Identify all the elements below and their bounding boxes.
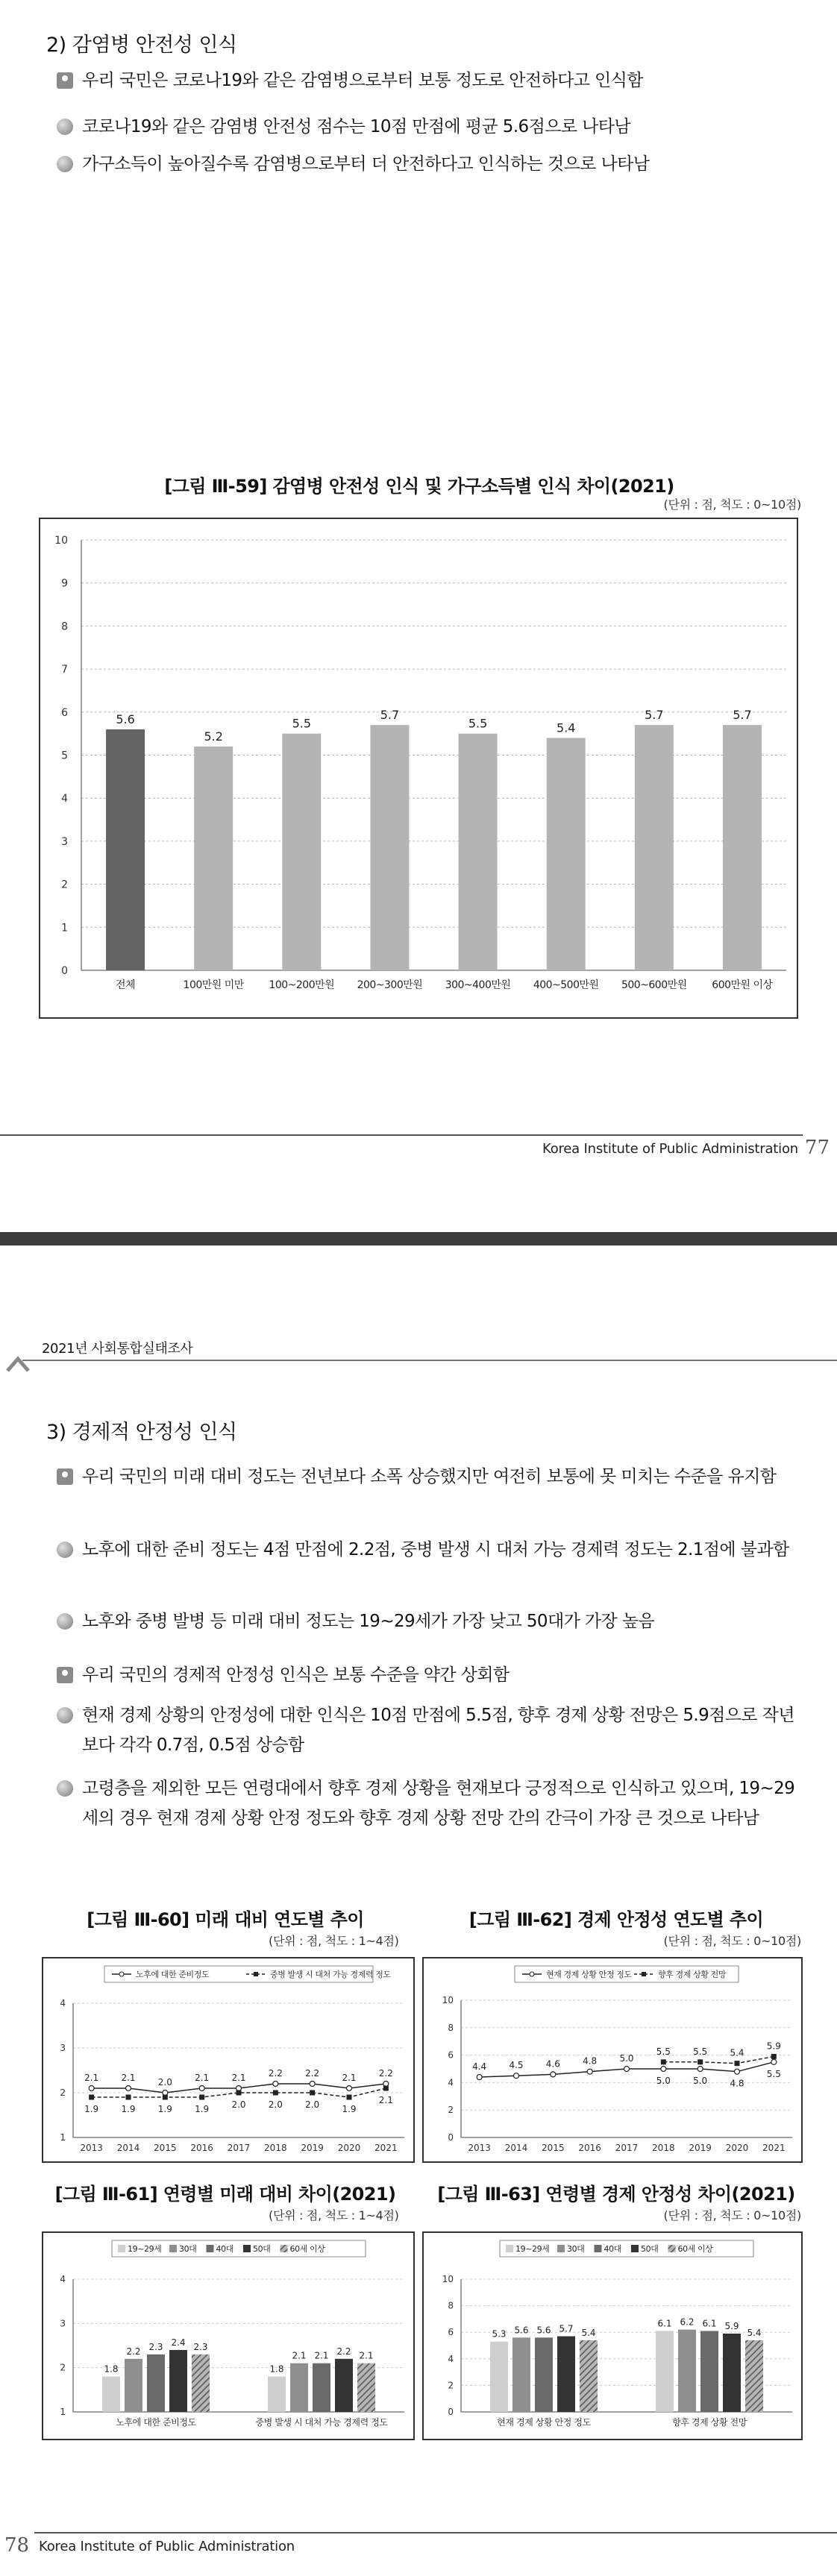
- x-tick-label: 2015: [154, 2143, 177, 2153]
- data-label: 5.9: [766, 2041, 781, 2052]
- data-label: 5.0: [619, 2053, 634, 2064]
- x-tick-label: 2016: [578, 2143, 601, 2153]
- y-tick-label: 4: [60, 2274, 66, 2284]
- legend-swatch: [557, 2245, 565, 2252]
- y-tick-label: 0: [448, 2132, 454, 2143]
- bar: [125, 2359, 142, 2412]
- y-tick-label: 3: [61, 835, 68, 848]
- x-tick-label: 2019: [301, 2143, 324, 2153]
- legend-swatch: [280, 2245, 288, 2252]
- legend-swatch: [631, 2245, 639, 2252]
- data-label: 5.7: [559, 2323, 574, 2334]
- bullet-dot-icon: [57, 1613, 73, 1630]
- legend-label: 30대: [567, 2244, 585, 2254]
- data-label: 2.4: [171, 2337, 186, 2348]
- data-label: 2.3: [193, 2341, 208, 2352]
- data-label: 5.4: [556, 720, 576, 735]
- bar: [745, 2340, 763, 2412]
- series-point: [89, 2095, 94, 2100]
- y-tick-label: 5: [61, 750, 68, 762]
- y-tick-label: 1: [60, 2407, 66, 2417]
- data-label: 5.4: [581, 2327, 596, 2338]
- chart-59: [40, 519, 797, 1017]
- data-label: 5.5: [693, 2046, 708, 2057]
- y-tick-label: 1: [60, 2132, 66, 2143]
- bullet-text: 우리 국민의 미래 대비 정도는 전년보다 소폭 상승했지만 여전히 보통에 못 미치는 수준을 유지함: [82, 1467, 777, 1486]
- section-title-economy: 3) 경제적 안정성 인식: [46, 1421, 237, 1444]
- bar: [169, 2350, 187, 2412]
- y-tick-label: 10: [54, 535, 68, 547]
- series-point: [163, 2090, 168, 2096]
- bar: [268, 2377, 286, 2412]
- legend-marker: [530, 1972, 534, 1976]
- x-tick-label: 향후 경제 상황 전망: [672, 2417, 747, 2428]
- series-point: [347, 2086, 352, 2091]
- data-label: 5.3: [492, 2328, 507, 2340]
- data-label: 5.5: [656, 2046, 671, 2057]
- bar: [700, 2331, 718, 2412]
- bullet-item: [57, 1535, 810, 1565]
- bullet-item: [57, 66, 810, 95]
- data-label: 1.9: [121, 2104, 136, 2114]
- data-label: 2.1: [359, 2350, 374, 2361]
- legend-label: 19~29세: [515, 2244, 550, 2254]
- series-point: [735, 2061, 740, 2066]
- bullet-dot-icon: [57, 1707, 73, 1724]
- series-point: [383, 2082, 389, 2087]
- page-number-77: 77: [804, 1137, 830, 1159]
- data-label: 4.4: [472, 2061, 487, 2073]
- y-tick-label: 3: [60, 2318, 66, 2329]
- legend-label: 40대: [604, 2244, 621, 2254]
- x-tick-label: 2013: [468, 2143, 491, 2153]
- bar: [678, 2330, 696, 2412]
- x-tick-label: 2013: [80, 2143, 103, 2153]
- header-survey-title: 2021년 사회통합실태조사: [42, 1341, 193, 1357]
- data-label: 2.0: [231, 2099, 246, 2110]
- bullet-item: [57, 1606, 810, 1636]
- series-point: [126, 2095, 131, 2100]
- bullet-text: 현재 경제 상황의 안정성에 대한 인식은 10점 만점에 5.5점, 향후 경제 상황 전망은 5.9점으로 작년보다 각각 0.7점, 0.5점 상승함: [82, 1706, 794, 1755]
- legend-label: 30대: [179, 2244, 197, 2254]
- pin-icon: [57, 1468, 73, 1485]
- x-tick-label: 2018: [652, 2143, 675, 2153]
- legend-label: 60세 이상: [289, 2244, 325, 2254]
- x-tick-label: 2018: [264, 2143, 287, 2153]
- series-point: [514, 2073, 519, 2079]
- data-label: 6.2: [680, 2316, 695, 2328]
- bullet-item: [57, 149, 810, 179]
- bar: [290, 2363, 308, 2412]
- chart-61: [43, 2233, 413, 2439]
- y-tick-label: 6: [448, 2327, 454, 2338]
- chart-frame-62: [422, 1957, 803, 2163]
- legend-swatch: [118, 2245, 125, 2252]
- series-point: [771, 2059, 777, 2064]
- y-tick-label: 8: [61, 621, 68, 633]
- y-tick-label: 4: [448, 2353, 454, 2364]
- y-tick-label: 8: [448, 2022, 454, 2033]
- x-tick-label: 100~200만원: [269, 979, 335, 991]
- chart-frame-63: [422, 2231, 803, 2440]
- legend-swatch: [243, 2245, 251, 2252]
- figure-title-59: [그림 Ⅲ-59] 감염병 안전성 인식 및 가구소득별 인식 차이(2021): [164, 476, 674, 497]
- bar: [147, 2354, 165, 2412]
- y-tick-label: 10: [442, 1995, 454, 2005]
- page-rule: [0, 1134, 803, 1136]
- legend-marker: [254, 1972, 258, 1976]
- header-rule: [22, 1360, 837, 1361]
- series-point: [199, 2086, 204, 2091]
- y-tick-label: 6: [61, 706, 68, 719]
- chart-60: [43, 1958, 413, 2161]
- series-point: [163, 2095, 168, 2100]
- legend-label: 60세 이상: [677, 2244, 713, 2254]
- data-label: 5.4: [747, 2327, 762, 2338]
- x-tick-label: 전체: [116, 979, 136, 991]
- series-point: [273, 2090, 278, 2096]
- y-tick-label: 6: [448, 2049, 454, 2061]
- y-tick-label: 10: [442, 2274, 454, 2284]
- series-point: [89, 2086, 94, 2091]
- series-point: [383, 2086, 389, 2091]
- chart-63: [424, 2233, 801, 2439]
- series-point: [698, 2067, 703, 2072]
- y-tick-label: 0: [448, 2407, 454, 2417]
- bar: [490, 2342, 508, 2412]
- series-point: [587, 2069, 592, 2074]
- series-point: [273, 2082, 278, 2087]
- x-tick-label: 2019: [689, 2143, 712, 2153]
- data-label: 6.1: [702, 2318, 717, 2329]
- data-label: 2.1: [378, 2095, 393, 2105]
- figure-unit-59: (단위 : 점, 척도 : 0~10점): [663, 497, 801, 512]
- x-tick-label: 2021: [374, 2143, 398, 2153]
- data-label: 5.5: [766, 2068, 781, 2079]
- data-label: 2.1: [292, 2350, 307, 2361]
- data-label: 4.5: [509, 2060, 524, 2071]
- data-label: 1.9: [157, 2104, 172, 2114]
- bullet-text: 노후에 대한 준비 정도는 4점 만점에 2.2점, 중병 발생 시 대처 가능 경제력 정도는 2.1점에 불과함: [82, 1540, 789, 1559]
- series-point: [771, 2054, 777, 2059]
- bullet-text: 우리 국민은 코로나19와 같은 감염병으로부터 보통 정도로 안전하다고 인식함: [82, 71, 643, 90]
- data-label: 2.1: [84, 2073, 99, 2083]
- page-number-78: 78: [4, 2534, 30, 2557]
- data-label: 2.2: [378, 2068, 393, 2079]
- legend-swatch: [595, 2245, 602, 2252]
- y-tick-label: 1: [61, 922, 68, 934]
- section-title-infection: 2) 감염병 안전성 인식: [46, 34, 237, 57]
- bullet-text: 가구소득이 높아질수록 감염병으로부터 더 안전하다고 인식하는 것으로 나타남: [82, 154, 650, 174]
- series-point: [624, 2067, 630, 2072]
- x-tick-label: 500~600만원: [621, 979, 687, 991]
- y-tick-label: 2: [448, 2105, 454, 2116]
- data-label: 5.6: [536, 2325, 551, 2336]
- data-label: 6.1: [657, 2318, 672, 2329]
- bar: [723, 725, 762, 970]
- data-label: 5.5: [292, 716, 312, 731]
- data-label: 2.0: [305, 2099, 320, 2110]
- y-tick-label: 7: [61, 664, 68, 676]
- series-point: [477, 2075, 482, 2080]
- x-tick-label: 200~300만원: [357, 979, 423, 991]
- data-label: 2.1: [195, 2073, 210, 2083]
- y-tick-label: 4: [60, 1998, 66, 2008]
- header-chevron-icon: [6, 1354, 36, 1372]
- x-tick-label: 300~400만원: [445, 979, 511, 991]
- bullet-dot-icon: [57, 1780, 73, 1797]
- data-label: 5.2: [204, 729, 223, 744]
- data-label: 4.6: [545, 2058, 560, 2070]
- bar: [282, 734, 321, 970]
- figure-unit-63: (단위 : 점, 척도 : 0~10점): [663, 2208, 801, 2222]
- data-label: 4.8: [583, 2055, 598, 2067]
- data-label: 1.9: [195, 2104, 210, 2114]
- bar: [370, 725, 409, 970]
- data-label: 1.8: [104, 2363, 119, 2375]
- data-label: 2.0: [157, 2077, 172, 2087]
- bullet-item: [57, 1774, 810, 1833]
- series-point: [310, 2082, 315, 2087]
- data-label: 1.9: [84, 2104, 99, 2114]
- footer-institute: Korea Institute of Public Administration: [542, 1141, 798, 1157]
- figure-unit-60: (단위 : 점, 척도 : 1~4점): [269, 1934, 399, 1948]
- bullet-item: [57, 1462, 810, 1492]
- data-label: 2.2: [268, 2068, 283, 2079]
- pin-icon: [57, 72, 73, 89]
- series-point: [310, 2090, 315, 2096]
- legend-label: 50대: [641, 2244, 659, 2254]
- legend-label: 19~29세: [128, 2244, 162, 2254]
- data-label: 5.4: [730, 2047, 744, 2058]
- legend-label: 현재 경제 상황 안정 정도: [546, 1970, 632, 1979]
- series-point: [698, 2059, 703, 2064]
- data-label: 2.3: [148, 2341, 163, 2352]
- data-label: 1.9: [342, 2104, 357, 2114]
- chart-frame-60: [42, 1957, 415, 2163]
- bar: [512, 2337, 530, 2412]
- bar: [335, 2359, 353, 2412]
- bullet-dot-icon: [57, 156, 73, 172]
- bar: [547, 738, 586, 970]
- data-label: 5.6: [116, 711, 135, 726]
- series-point: [661, 2059, 666, 2064]
- legend-marker: [642, 1972, 646, 1976]
- x-tick-label: 2015: [542, 2143, 565, 2153]
- data-label: 5.0: [693, 2076, 708, 2086]
- y-tick-label: 2: [60, 2087, 66, 2098]
- bar: [194, 747, 233, 970]
- data-label: 2.2: [336, 2346, 351, 2357]
- x-tick-label: 중병 발생 시 대처 가능 경제력 정도: [255, 2417, 388, 2428]
- legend-label: 50대: [253, 2244, 271, 2254]
- data-label: 5.6: [514, 2325, 529, 2336]
- y-tick-label: 4: [448, 2077, 454, 2088]
- bar: [192, 2354, 210, 2412]
- bullet-dot-icon: [57, 119, 73, 135]
- bar: [106, 729, 145, 970]
- x-tick-label: 100만원 미만: [183, 979, 244, 991]
- bullet-item: [57, 1700, 810, 1760]
- figure-title-62: [그림 Ⅲ-62] 경제 안정성 연도별 추이: [468, 1909, 764, 1930]
- bullet-text: 고령층을 제외한 모든 연령대에서 향후 경제 상황을 현재보다 긍정적으로 인식하고 있으며, 19~29세의 경우 현재 경제 상황 안정 정도와 향후 경제 상황 전망 간의 간극이 가장 큰 것으로 나타남: [82, 1779, 795, 1828]
- data-label: 5.0: [656, 2076, 671, 2086]
- x-tick-label: 2014: [116, 2143, 140, 2153]
- y-tick-label: 2: [61, 879, 68, 891]
- footer-institute: Korea Institute of Public Administration: [39, 2539, 295, 2554]
- y-tick-label: 3: [60, 2043, 66, 2053]
- x-tick-label: 2017: [615, 2143, 639, 2153]
- bar: [557, 2337, 575, 2412]
- legend-label: 향후 경제 상황 전망: [658, 1970, 727, 1979]
- chart-frame-61: [42, 2231, 415, 2440]
- pin-icon: [57, 1667, 73, 1683]
- legend-label: 40대: [216, 2244, 233, 2254]
- legend-swatch: [207, 2245, 214, 2252]
- series-point: [735, 2069, 740, 2074]
- series-point: [236, 2086, 242, 2091]
- bar: [313, 2363, 330, 2412]
- data-label: 2.1: [121, 2073, 136, 2083]
- bullet-item: [57, 112, 810, 142]
- chart-62: [424, 1958, 801, 2161]
- data-label: 2.0: [268, 2099, 283, 2110]
- x-tick-label: 2021: [762, 2143, 786, 2153]
- data-label: 1.8: [269, 2363, 284, 2375]
- y-tick-label: 8: [448, 2300, 454, 2311]
- x-tick-label: 2016: [190, 2143, 213, 2153]
- figure-unit-62: (단위 : 점, 척도 : 0~10점): [663, 1934, 801, 1948]
- y-tick-label: 0: [61, 965, 68, 977]
- data-label: 2.1: [342, 2073, 357, 2083]
- x-tick-label: 2017: [227, 2143, 251, 2153]
- legend-swatch: [169, 2245, 177, 2252]
- y-tick-label: 9: [61, 577, 68, 590]
- page-separator: [0, 1232, 837, 1245]
- x-tick-label: 2014: [504, 2143, 528, 2153]
- series-point: [551, 2072, 556, 2077]
- data-label: 5.9: [724, 2320, 739, 2331]
- bullet-text: 우리 국민의 경제적 안정성 인식은 보통 수준을 약간 상회함: [82, 1665, 510, 1685]
- legend-marker: [119, 1972, 124, 1976]
- data-label: 5.5: [468, 716, 488, 731]
- bar: [580, 2340, 598, 2412]
- y-tick-label: 2: [60, 2362, 66, 2373]
- figure-title-61: [그림 Ⅲ-61] 연령별 미래 대비 차이(2021): [54, 2184, 396, 2205]
- bullet-item: [57, 1660, 810, 1690]
- x-tick-label: 노후에 대한 준비정도: [116, 2417, 196, 2428]
- x-tick-label: 400~500만원: [533, 979, 599, 991]
- series-point: [347, 2095, 352, 2100]
- bar: [357, 2363, 375, 2412]
- x-tick-label: 현재 경제 상황 안정 정도: [497, 2417, 591, 2428]
- bar: [459, 734, 498, 970]
- figure-title-60: [그림 Ⅲ-60] 미래 대비 연도별 추이: [87, 1909, 364, 1930]
- series-point: [236, 2090, 242, 2096]
- data-label: 2.1: [314, 2350, 329, 2361]
- bar: [535, 2337, 553, 2412]
- series-line: [663, 2056, 774, 2063]
- bullet-text: 코로나19와 같은 감염병 안전성 점수는 10점 만점에 평균 5.6점으로 나타남: [82, 117, 630, 136]
- figure-title-63: [그림 Ⅲ-63] 연령별 경제 안정성 차이(2021): [437, 2184, 795, 2205]
- series-point: [661, 2067, 666, 2072]
- page-rule: [34, 2532, 837, 2533]
- x-tick-label: 2020: [725, 2143, 749, 2153]
- x-tick-label: 600만원 이상: [712, 979, 773, 991]
- data-label: 4.8: [730, 2078, 744, 2089]
- legend-swatch: [668, 2245, 676, 2252]
- legend-label: 노후에 대한 준비정도: [136, 1970, 210, 1979]
- data-label: 2.1: [231, 2073, 246, 2083]
- bullet-dot-icon: [57, 1542, 73, 1558]
- data-label: 2.2: [305, 2068, 320, 2079]
- x-tick-label: 2020: [337, 2143, 361, 2153]
- data-label: 5.7: [645, 708, 664, 723]
- chart-frame-59: [39, 518, 798, 1019]
- data-label: 5.7: [733, 708, 752, 723]
- data-label: 2.2: [126, 2346, 141, 2357]
- bar: [635, 725, 674, 970]
- bar: [723, 2334, 741, 2412]
- figure-unit-61: (단위 : 점, 척도 : 1~4점): [269, 2208, 399, 2222]
- bar: [656, 2331, 674, 2412]
- y-tick-label: 4: [61, 793, 68, 805]
- series-point: [199, 2095, 204, 2100]
- data-label: 5.7: [380, 708, 400, 723]
- legend-swatch: [506, 2245, 513, 2252]
- y-tick-label: 2: [448, 2380, 454, 2391]
- series-point: [126, 2086, 131, 2091]
- bullet-text: 노후와 중병 발병 등 미래 대비 정도는 19~29세가 가장 낮고 50대가 가장 높음: [82, 1612, 655, 1631]
- legend-label: 중병 발생 시 대처 가능 경제력 정도: [270, 1970, 391, 1979]
- bar: [102, 2377, 120, 2412]
